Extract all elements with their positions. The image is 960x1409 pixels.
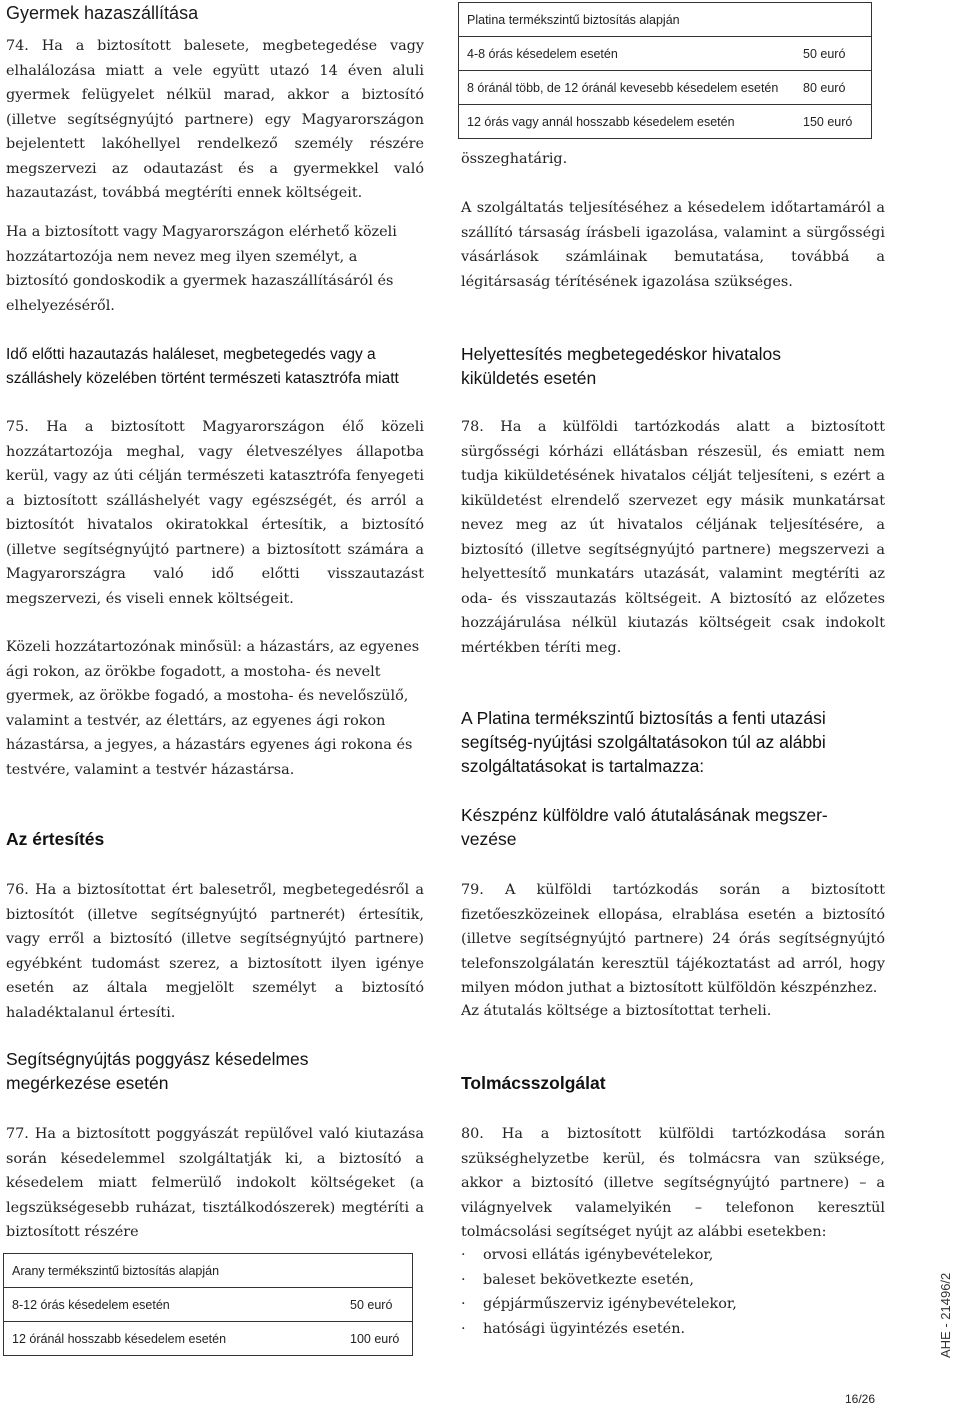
paragraph-74b: Ha a biztosított vagy Magyarországon elérhető közeli hozzátartozója nem nevez meg ilyen személyt, a biztosító gondoskodik a gyermek hazaszállításáról és elhelyezéséről. bbox=[6, 224, 397, 314]
list-item-text: hatósági ügyintézés esetén. bbox=[483, 1320, 686, 1337]
list-item bbox=[461, 1317, 881, 1342]
paragraph-78: 78. Ha a külföldi tartózkodás alatt a biztosított sürgősségi kórházi ellátásban részesül, és emiatt nem tudja kiküldetésének hivatalos célját teljesíteni, s ezért a kiküldetést elrendelő szervezet egy másik munkatársat nevez meg az út hivatalos céljának teljesítésére, a biztosító (illetve segítségnyújtó partnere) megszervezi a helyettesítő munkatárs utazását, valamint megtéríti az oda- és visszautazás költségeit. A biztosító az előzetes hozzájárulása nélkül kiutazás költségeit csak indokolt mértékben téríti meg. bbox=[461, 419, 885, 656]
table-row bbox=[459, 71, 872, 105]
bullet-icon: · bbox=[461, 1320, 466, 1337]
table-row bbox=[4, 1322, 413, 1356]
platina-table-header: Platina termékszintű biztosítás alapján bbox=[459, 3, 872, 37]
heading-poggyasz bbox=[6, 1047, 426, 1095]
bullet-icon: · bbox=[461, 1296, 466, 1312]
heading-early-return-line2: szálláshely közelében történt természeti katasztrófa miatt bbox=[6, 370, 399, 387]
paragraph-79b: Az átutalás költsége a biztosítottat terheli. bbox=[461, 1003, 772, 1019]
table-row bbox=[459, 3, 872, 37]
arany-table-header: Arany termékszintű biztosítás alapján bbox=[4, 1254, 413, 1288]
tolmacs-case-list bbox=[461, 1243, 881, 1341]
heading-ertesites: Az értesítés bbox=[6, 829, 105, 849]
heading-helyettesites bbox=[461, 342, 891, 390]
heading-helyettesites-line1: Helyettesítés megbetegedéskor hivatalos bbox=[461, 344, 782, 364]
heading-platina-line1: A Platina termékszintű biztosítás a fenti utazási bbox=[461, 708, 826, 728]
paragraph-77: 77. Ha a biztosított poggyászát repülővel való kiutazása során késedelemmel szolgáltatják ki, a biztosító a késedelem miatt felmerülő indokolt költségeket (a legszükségesebb ruházat, tisztálkodószerek) megtéríti a biztosított részére bbox=[6, 1126, 424, 1240]
paragraph-80: 80. Ha a biztosított külföldi tartózkodása során szükséghelyzetbe kerül, és tolmácsra van szüksége, akkor a biztosító (illetve segítségnyújtó partnere) – a világnyelvek valamelyikén – telefonon keresztül tolmácsolási segítséget nyújt az alábbi esetekben: bbox=[461, 1126, 885, 1240]
table-row bbox=[459, 105, 872, 139]
section-title-gyermek: Gyermek hazaszállítása bbox=[6, 3, 199, 23]
platina-row-value: 150 euró bbox=[795, 105, 872, 139]
heading-helyettesites-line2: kiküldetés esetén bbox=[461, 368, 597, 388]
arany-row-label: 12 óránál hosszabb késedelem esetén bbox=[4, 1322, 343, 1356]
heading-tolmacs: Tolmácsszolgálat bbox=[461, 1073, 606, 1093]
arany-row-label: 8-12 órás késedelem esetén bbox=[4, 1288, 343, 1322]
table-row bbox=[4, 1254, 413, 1288]
paragraph-74a: 74. Ha a biztosított balesete, megbetegedése vagy elhalálozása miatt a vele együtt utazó 14 éven aluli gyermek felügyelet nélkül marad, akkor a biztosító (illetve segítségnyújtó partnere) egy Magyarországon bejelentett lakóhellyel rendelkező személy részére megszervezi az odautazást és a gyermekkel való hazautazást, továbbá megtéríti ennek költségeit. bbox=[6, 38, 424, 201]
list-item-text: orvosi ellátás igénybevételekor, bbox=[483, 1247, 714, 1263]
table-row bbox=[4, 1288, 413, 1322]
arany-row-value: 100 euró bbox=[342, 1322, 413, 1356]
paragraph-75: 75. Ha a biztosított Magyarországon élő közeli hozzátartozója meghal, vagy életveszélyes állapotba kerül, vagy az úti célján természeti katasztrófa fenyegeti a biztosított szálláshelyét vagy egészségét, és arról a biztosítót hivatalos okiratokkal értesítik, a biztosító (illetve segítségnyújtó partnere) a biztosított számára a Magyarországra való idő előtti visszautazást megszervezi, és viseli ennek költségeit. bbox=[6, 419, 424, 607]
bullet-icon: · bbox=[461, 1247, 466, 1263]
heading-platina-line2: segítség-nyújtási szolgáltatásokon túl az alábbi bbox=[461, 732, 826, 752]
heading-platina-services bbox=[461, 706, 901, 778]
table-row bbox=[459, 37, 872, 71]
platina-row-label: 8 óránál több, de 12 óránál kevesebb késedelem esetén bbox=[459, 71, 796, 105]
heading-keszpenz-line1: Készpénz külföldre való átutalásának megszer- bbox=[461, 805, 828, 825]
paragraph-kozeli-hozzatartozo: Közeli hozzátartozónak minősül: a házastárs, az egyenes ági rokon, az örökbe fogadott, a mostoha- és nevelt gyermek, az örökbe fogadó, a mostoha- és nevelőszülő, valamint a testvér, az élettárs, az egyenes ági rokon házastársa, a jegyes, a házastárs egyenes ági rokona és testvére, valamint a testvér házastársa. bbox=[6, 639, 420, 778]
list-item-text: baleset bekövetkezte esetén, bbox=[483, 1271, 694, 1288]
document-code: AHE - 21496/2 bbox=[938, 1272, 953, 1358]
list-item bbox=[461, 1292, 881, 1317]
platina-row-label: 12 órás vagy annál hosszabb késedelem esetén bbox=[459, 105, 796, 139]
bullet-icon: · bbox=[461, 1271, 466, 1288]
list-item-text: gépjárműszerviz igénybevételekor, bbox=[483, 1296, 737, 1312]
heading-early-return bbox=[6, 343, 446, 391]
paragraph-szolgaltatas: A szolgáltatás teljesítéséhez a késedelem időtartamáról a szállító társaság írásbeli igazolása, valamint a sürgősségi vásárlások számláinak bemutatása, továbbá a légitársaság térítésének igazolása szükséges. bbox=[461, 200, 885, 290]
osszeghatarig-text: összeghatárig. bbox=[461, 151, 568, 167]
platina-row-value: 80 euró bbox=[795, 71, 872, 105]
heading-early-return-line1: Idő előtti hazautazás haláleset, megbetegedés vagy a bbox=[6, 346, 376, 363]
heading-poggyasz-line1: Segítségnyújtás poggyász késedelmes bbox=[6, 1049, 309, 1069]
platina-row-value: 50 euró bbox=[795, 37, 872, 71]
platina-table bbox=[458, 2, 872, 139]
list-item bbox=[461, 1268, 881, 1293]
heading-keszpenz-line2: vezése bbox=[461, 829, 517, 849]
arany-table bbox=[3, 1253, 413, 1356]
paragraph-79: 79. A külföldi tartózkodás során a biztosított fizetőeszközeinek ellopása, elrablása esetén a biztosító (illetve segítségnyújtó partnere) 24 órás segítségnyújtó telefonszolgálatán keresztül tájékoztatást ad arról, hogy milyen módon juthat a biztosított külföldön készpénzhez. bbox=[461, 882, 885, 996]
page-number: 16/26 bbox=[845, 1392, 876, 1406]
arany-row-value: 50 euró bbox=[342, 1288, 413, 1322]
platina-row-label: 4-8 órás késedelem esetén bbox=[459, 37, 796, 71]
heading-keszpenz bbox=[461, 803, 901, 851]
list-item bbox=[461, 1243, 881, 1268]
paragraph-76: 76. Ha a biztosítottat ért balesetről, megbetegedésről a biztosítót (illetve segítségnyújtó partnerét) értesítik, vagy erről a biztosító (illetve segítségnyújtó partnere) egyébként tudomást szerez, a biztosított ilyen igénye esetén az általa megjelölt személyt a biztosító haladéktalanul értesíti. bbox=[6, 882, 424, 1021]
heading-poggyasz-line2: megérkezése esetén bbox=[6, 1073, 169, 1093]
heading-platina-line3: szolgáltatásokat is tartalmazza: bbox=[461, 756, 705, 776]
